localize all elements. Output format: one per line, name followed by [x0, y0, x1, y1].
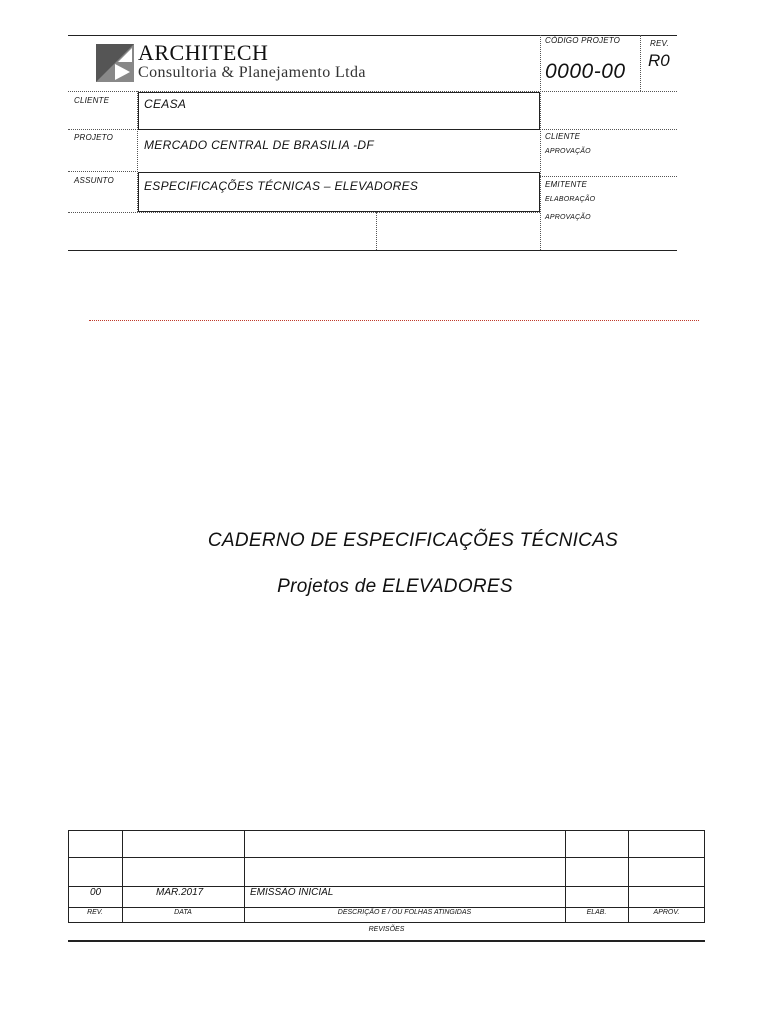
column-divider — [640, 35, 641, 91]
column-divider — [540, 35, 541, 250]
codigo-projeto-value: 0000-00 — [545, 60, 626, 83]
row-divider — [68, 171, 138, 172]
header-data: DATA — [174, 909, 192, 916]
table-bottom-border — [68, 940, 705, 942]
emitente-label: EMITENTE — [545, 180, 588, 189]
codigo-projeto-label: CÓDIGO PROJETO — [545, 36, 621, 45]
table-row-line — [68, 857, 705, 858]
rev-value: R0 — [648, 51, 670, 70]
row-divider — [540, 129, 677, 130]
row-divider — [68, 212, 540, 213]
red-dotted-separator — [89, 320, 699, 321]
document-subtitle: Projetos de ELEVADORES — [277, 576, 513, 597]
projeto-label: PROJETO — [74, 133, 114, 142]
right-cliente-label: CLIENTE — [545, 132, 581, 141]
document-title: CADERNO DE ESPECIFICAÇÕES TÉCNICAS — [207, 530, 619, 551]
rev-label: REV. — [650, 39, 669, 48]
row-divider — [540, 176, 677, 177]
projeto-value: MERCADO CENTRAL DE BRASILIA -DF — [144, 138, 375, 152]
aprovacao-label: APROVAÇÃO — [545, 214, 591, 221]
column-divider — [376, 212, 377, 250]
revision-number: 00 — [90, 887, 102, 898]
company-subtitle: Consultoria & Planejamento Ltda — [138, 64, 366, 81]
company-name: ARCHITECH — [138, 40, 269, 65]
assunto-value: ESPECIFICAÇÕES TÉCNICAS – ELEVADORES — [144, 179, 419, 193]
right-aprovacao-label: APROVAÇÃO — [545, 148, 591, 155]
assunto-label: ASSUNTO — [74, 176, 114, 185]
revision-date: MAR.2017 — [156, 887, 204, 898]
revisions-caption: REVISÕES — [368, 926, 405, 933]
cliente-label: CLIENTE — [74, 96, 110, 105]
header-rev: REV. — [87, 909, 103, 916]
revision-description: EMISSÃO INICIAL — [250, 887, 334, 898]
cliente-field — [138, 92, 540, 130]
row-divider — [68, 129, 138, 130]
cliente-value: CEASA — [144, 97, 187, 111]
architech-logo-icon — [96, 44, 134, 82]
header-elab: ELAB. — [586, 909, 607, 916]
elaboracao-label: ELABORAÇÃO — [545, 196, 596, 203]
header-aprov: APROV. — [653, 909, 680, 916]
header-descricao: DESCRIÇÃO E / OU FOLHAS ATINGIDAS — [337, 909, 472, 916]
title-block-bottom-border — [68, 250, 677, 251]
table-row-line — [68, 907, 705, 908]
